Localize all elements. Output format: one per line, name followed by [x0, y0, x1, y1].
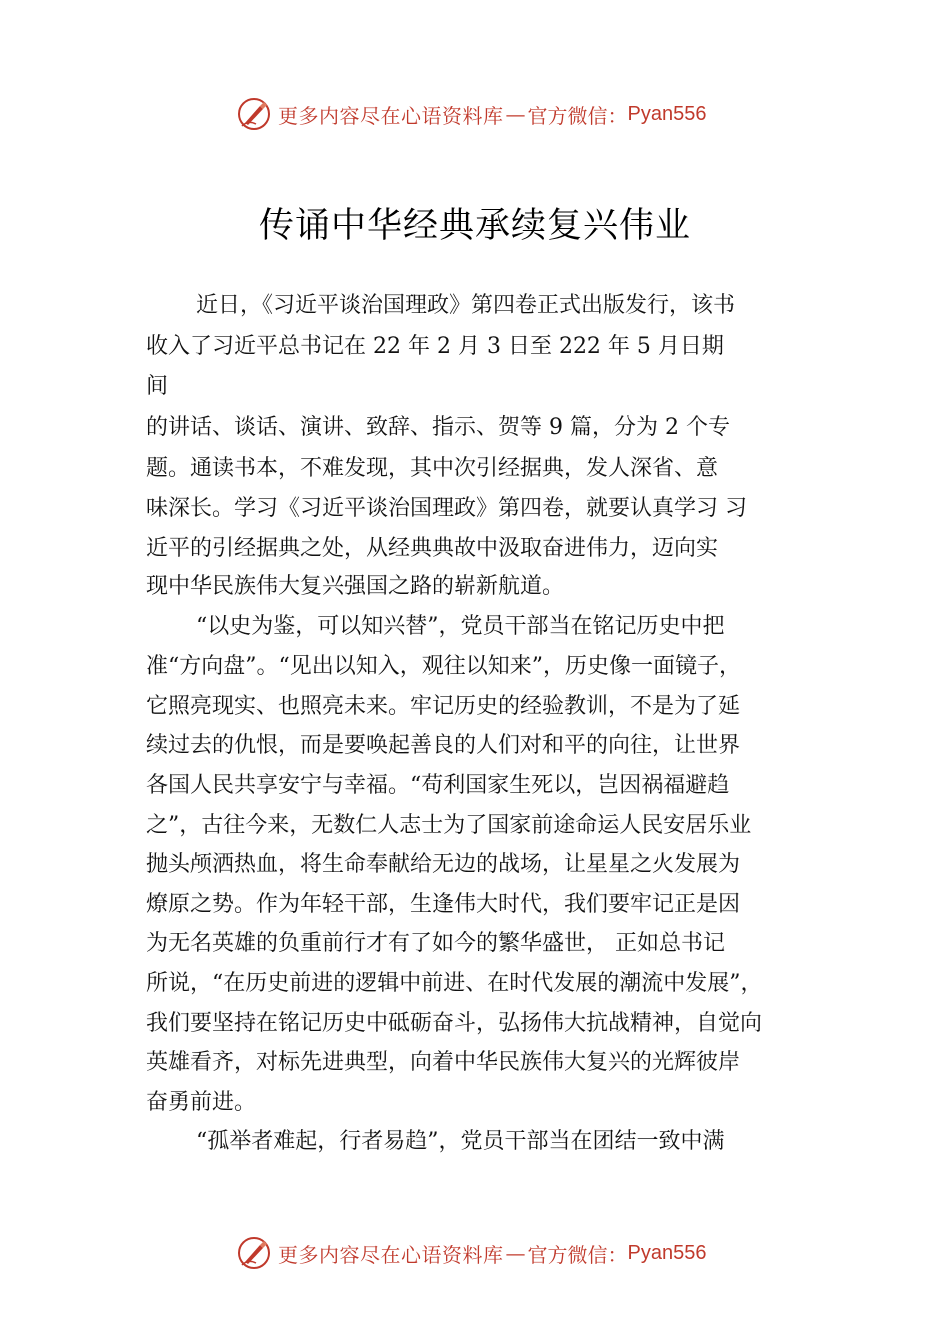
banner-text: 更多内容尽在心语资料库: [278, 1242, 504, 1267]
text-line: 近日，《习近平谈治国理政》第四卷正式出版发行，该书: [196, 293, 736, 318]
banner-text: 更多内容尽在心语资料库: [278, 103, 504, 128]
text-line: 奋勇前进。: [146, 1090, 257, 1115]
text-line: 近平的引经据典之处，从经典典故中汲取奋进伟力，迈向实: [146, 536, 719, 561]
header-banner: [236, 94, 706, 134]
text-line: 我们要坚持在铭记历史中砥砺奋斗，弘扬伟大抗战精神，自觉向: [146, 1011, 763, 1036]
text-line: 续过去的仇恨，而是要唤起善良的人们对和平的向往，让世界: [146, 733, 741, 758]
wechat-label: 官方微信：: [527, 1242, 628, 1267]
text-line: 英雄看齐，对标先进典型，向着中华民族伟大复兴的光辉彼岸: [146, 1050, 741, 1075]
text-line: 各国人民共享安宁与幸福。“苟利国家生死以，岂因祸福避趋: [146, 773, 730, 798]
text-line: 为无名英雄的负重前行才有了如今的繁华盛世， 正如总书记: [146, 931, 725, 956]
text-line: 所说，“在历史前进的逻辑中前进、在时代发展的潮流中发展”，: [146, 971, 763, 996]
pen-circle-logo-icon: [236, 96, 272, 132]
text-line: 燎原之势。作为年轻干部，生逢伟大时代，我们要牢记正是因: [146, 892, 741, 917]
banner-separator: —: [505, 102, 526, 126]
text-line: “孤举者难起，行者易趋”，党员干部当在团结一致中满: [196, 1129, 725, 1154]
text-line: 的讲话、谈话、演讲、致辞、指示、贺等 9 篇，分为 2 个专: [146, 415, 730, 440]
text-line: 抛头颅洒热血，将生命奉献给无边的战场，让星星之火发展为: [146, 852, 741, 877]
text-line: 它照亮现实、也照亮未来。牢记历史的经验教训，不是为了延: [146, 694, 741, 719]
text-line: “以史为鉴，可以知兴替”，党员干部当在铭记历史中把: [196, 614, 725, 639]
text-line: 题。通读书本，不难发现，其中次引经据典，发人深省、意: [146, 456, 719, 481]
wechat-id: Pyan556: [627, 1241, 707, 1264]
text-line: 间: [146, 374, 169, 399]
text-line: 现中华民族伟大复兴强国之路的崭新航道。: [146, 574, 565, 599]
text-line: 准“方向盘”。“见出以知入，观往以知来”，历史像一面镜子，: [146, 654, 741, 679]
wechat-id: Pyan556: [627, 102, 707, 125]
text-line: 收入了习近平总书记在 22 年 2 月 3 日至 222 年 5 月日期: [146, 334, 724, 359]
page-title: 传诵中华经典承续复兴伟业: [258, 206, 691, 246]
pen-circle-logo-icon: [236, 1235, 272, 1271]
text-line: 之”，古往今来，无数仁人志士为了国家前途命运人民安居乐业: [146, 813, 752, 838]
banner-separator: —: [505, 1241, 526, 1265]
text-line: 味深长。学习《习近平谈治国理政》第四卷，就要认真学习 习: [146, 496, 747, 521]
footer-banner: [236, 1233, 706, 1273]
wechat-label: 官方微信：: [527, 103, 628, 128]
